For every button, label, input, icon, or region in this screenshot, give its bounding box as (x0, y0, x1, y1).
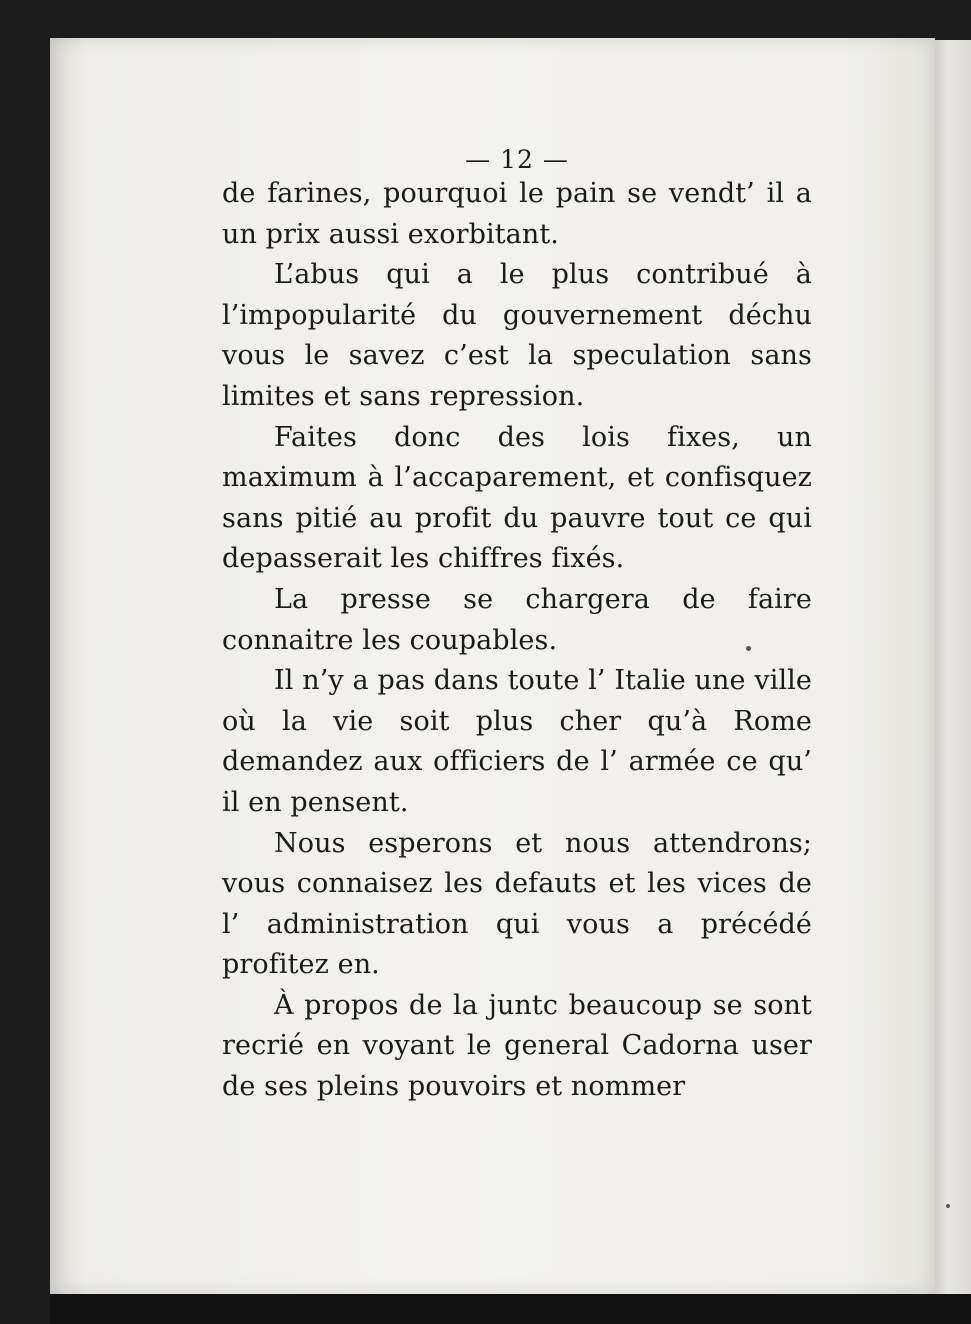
page-number: — 12 — (465, 145, 569, 174)
paragraph: Il n’y a pas dans toute l’ Italie une ville où la vie soit plus cher qu’à Rome demandez aux officiers de l’ armée ce qu’ il en pensent. (222, 665, 812, 818)
page-edge (935, 40, 971, 1310)
ink-speck (946, 1204, 950, 1208)
paragraph: Nous esperons et nous attendrons; vous connaisez les defauts et les vices de l’ administration qui vous a précédé profitez en. (222, 827, 812, 981)
ink-speck (746, 646, 751, 651)
paragraph: de farines, pourquoi le pain se vendt’ il a un prix aussi exorbitant. (222, 178, 812, 250)
scan-border (50, 1294, 971, 1324)
paragraph: La presse se chargera de faire connaitre les coupables. (222, 583, 812, 656)
paragraph: À propos de la juntc beaucoup se sont recrié en voyant le general Cadorna user de ses pleins pouvoirs et nommer (222, 989, 812, 1103)
body-text (222, 140, 812, 1108)
paragraph: Faites donc des lois fixes, un maximum à l’accaparement, et confisquez sans pitié au profit du pauvre tout ce qui depasserait les chiffres fixés. (222, 421, 812, 575)
paragraph: L’abus qui a le plus contribué à l’impopularité du gouvernement déchu vous le savez c’est la speculation sans limites et sans repression. (222, 259, 812, 412)
